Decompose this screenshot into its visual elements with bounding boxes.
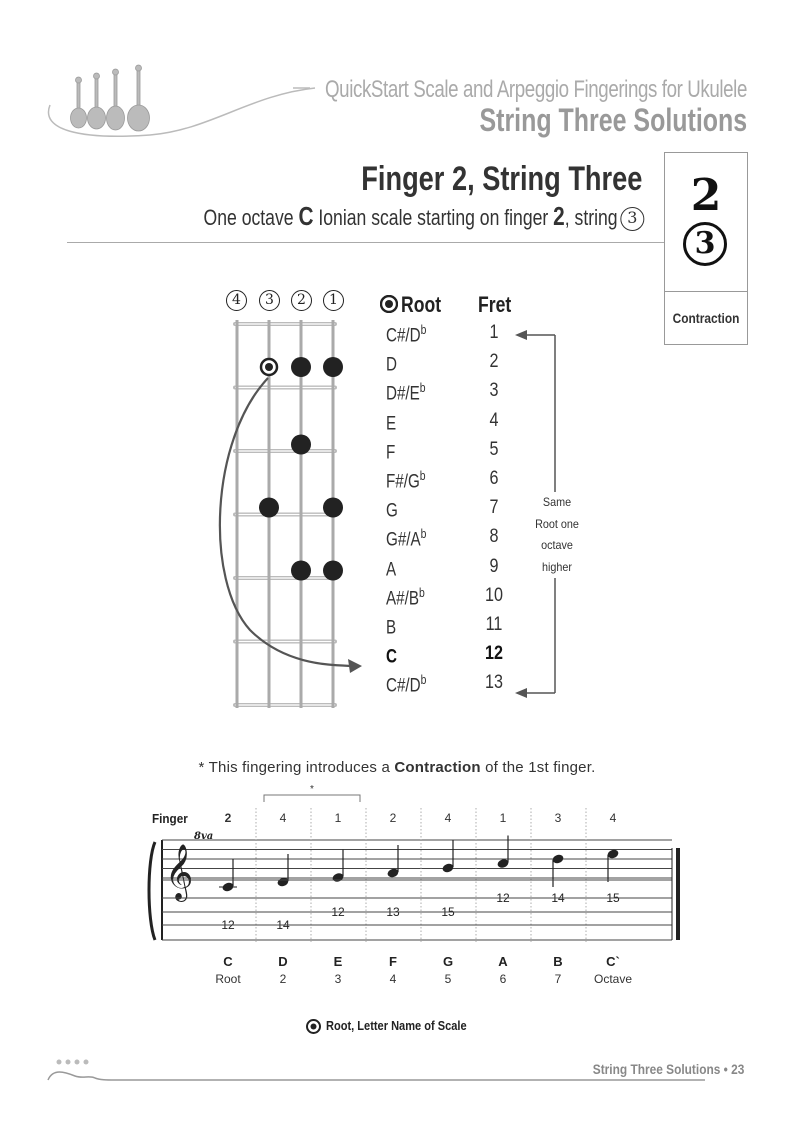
note-label: G xyxy=(386,500,398,522)
string-number-2: 2 xyxy=(291,290,312,311)
side-string-number: 3 xyxy=(683,222,727,266)
note-name-label: B xyxy=(553,954,563,969)
note-name xyxy=(386,322,426,347)
bracket-contraction xyxy=(264,784,360,802)
flat-symbol: b xyxy=(419,468,426,483)
note-label: C xyxy=(386,646,397,668)
treble-clef-icon: 𝄞 xyxy=(165,844,194,900)
fret-header: Fret xyxy=(478,292,512,317)
octave-note xyxy=(530,492,584,578)
finger-number: 4 xyxy=(279,811,287,825)
note-name xyxy=(386,497,398,522)
note-name xyxy=(386,526,426,551)
footnote-post: of the 1st finger. xyxy=(480,759,596,776)
tab-number: 14 xyxy=(276,918,290,932)
subtitle-mid: Ionian scale starting on finger xyxy=(313,205,554,230)
note-label: G#/A xyxy=(386,529,421,551)
note-name xyxy=(386,351,397,376)
note-label: F#/G xyxy=(386,471,420,493)
note-label: A xyxy=(386,558,397,580)
scale-degree: Root xyxy=(215,972,241,986)
finger-number: 3 xyxy=(554,811,562,825)
finger-number: 4 xyxy=(609,811,617,825)
side-box-divider xyxy=(664,291,748,292)
fret-number: 9 xyxy=(489,555,499,577)
finger-number: 2 xyxy=(224,811,232,825)
flat-symbol: b xyxy=(420,526,427,542)
tab-number: 15 xyxy=(606,891,620,905)
string-number-3: 3 xyxy=(259,290,280,311)
string-number-1: 1 xyxy=(323,290,344,311)
note-name xyxy=(386,556,396,581)
legend-text: Root, Letter Name of Scale xyxy=(326,1018,467,1033)
note-label: D xyxy=(386,354,397,376)
scale-degree: Octave xyxy=(593,972,632,986)
note-label: C#/D xyxy=(386,675,421,697)
fret-number: 1 xyxy=(489,322,499,343)
grand-brace xyxy=(149,842,155,940)
note-name xyxy=(386,672,426,697)
finger-number: 1 xyxy=(499,811,507,825)
finger-dot xyxy=(259,498,279,518)
octave-arrow-head xyxy=(348,659,362,673)
note-name-label: G xyxy=(442,954,454,969)
subtitle-string-circle: 3 xyxy=(620,207,644,231)
note-name-label: C xyxy=(223,954,233,969)
tab-number: 12 xyxy=(496,891,510,905)
octave-note-line: Root one xyxy=(535,516,579,531)
ottava-mark: 8va xyxy=(194,831,214,842)
tab-number: 12 xyxy=(331,905,345,919)
note-name xyxy=(386,468,426,493)
note-name xyxy=(386,643,397,668)
note-name-label: E xyxy=(333,954,343,969)
note-name xyxy=(386,585,425,610)
flat-symbol: b xyxy=(418,584,425,600)
fret-number: 2 xyxy=(489,351,499,373)
tab-number: 12 xyxy=(221,918,235,932)
page-subtitle xyxy=(204,201,642,232)
finger-dot xyxy=(323,357,343,377)
footnote xyxy=(0,759,794,776)
title-divider xyxy=(67,242,664,243)
fretboard-diagram xyxy=(180,310,380,720)
finger-dot xyxy=(291,357,311,377)
fret-number: 5 xyxy=(489,438,499,460)
flat-symbol: b xyxy=(420,322,427,337)
note-label: F xyxy=(386,442,396,464)
tab-number: 14 xyxy=(551,891,565,905)
note-label: B xyxy=(386,617,397,639)
note-label: E xyxy=(386,412,397,434)
note-name xyxy=(386,439,395,464)
ukulele-logo xyxy=(40,60,320,150)
finger-number: 2 xyxy=(389,811,397,825)
bracket-mark: * xyxy=(310,784,314,795)
legend-root-icon xyxy=(306,1019,321,1034)
flat-symbol: b xyxy=(419,380,426,396)
root-icon xyxy=(380,295,398,313)
root-header-label: Root xyxy=(401,292,442,317)
notation-staff xyxy=(145,780,685,955)
scale-degree: 6 xyxy=(499,972,507,986)
footer-text: String Three Solutions • 23 xyxy=(592,1061,744,1077)
subtitle-post: , string xyxy=(565,205,623,230)
fret-number: 6 xyxy=(489,468,499,489)
fret-number: 11 xyxy=(485,614,503,635)
octave-note-line: octave xyxy=(541,538,573,552)
side-box-label: Contraction xyxy=(672,310,740,326)
tab-number: 15 xyxy=(441,905,455,919)
subtitle-pre: One octave xyxy=(203,205,299,230)
fret-number: 10 xyxy=(485,584,503,606)
note-name-label: C` xyxy=(606,954,620,969)
fret-number: 7 xyxy=(489,497,499,519)
subtitle-key: C xyxy=(298,201,314,231)
side-finger-number: 2 xyxy=(690,170,722,221)
section-title: String Three Solutions xyxy=(479,102,747,138)
note-name-label: A xyxy=(498,954,508,969)
scale-degree: 7 xyxy=(554,972,562,986)
scale-degree: 3 xyxy=(334,972,342,986)
flat-symbol: b xyxy=(420,672,427,688)
root-dot-center xyxy=(265,363,273,371)
finger-number: 1 xyxy=(334,811,342,825)
finger-dot xyxy=(323,498,343,518)
tab-number: 13 xyxy=(386,905,400,919)
finger-dot xyxy=(291,561,311,581)
note-name xyxy=(386,410,396,435)
note-name xyxy=(386,614,396,639)
note-name-label: D xyxy=(278,954,288,969)
scale-degree: 2 xyxy=(279,972,287,986)
note-name xyxy=(386,380,426,405)
scale-degree: 5 xyxy=(444,972,452,986)
finger-label: Finger xyxy=(152,811,188,826)
subtitle-finger: 2 xyxy=(553,201,566,231)
footnote-bold: Contraction xyxy=(394,759,481,776)
finger-dot xyxy=(323,561,343,581)
note-label: C#/D xyxy=(386,325,421,347)
fret-number: 8 xyxy=(489,526,499,548)
finger-dot xyxy=(291,435,311,455)
fret-number: 4 xyxy=(489,409,499,431)
page-title: Finger 2, String Three xyxy=(360,160,642,198)
octave-note-line: higher xyxy=(541,559,573,574)
footnote-pre: * This fingering introduces a xyxy=(198,759,395,776)
fret-number: 13 xyxy=(485,672,503,694)
fret-number: 12 xyxy=(485,643,503,665)
note-label: A#/B xyxy=(386,588,419,610)
series-title: QuickStart Scale and Arpeggio Fingerings for Ukulele xyxy=(325,76,747,103)
finger-number: 4 xyxy=(444,811,452,825)
string-number-4: 4 xyxy=(226,290,247,311)
octave-note-line: Same xyxy=(542,495,572,509)
note-label: D#/E xyxy=(386,383,420,405)
note-name-label: F xyxy=(389,954,397,969)
fret-number: 3 xyxy=(489,380,499,402)
scale-degree: 4 xyxy=(389,972,397,986)
